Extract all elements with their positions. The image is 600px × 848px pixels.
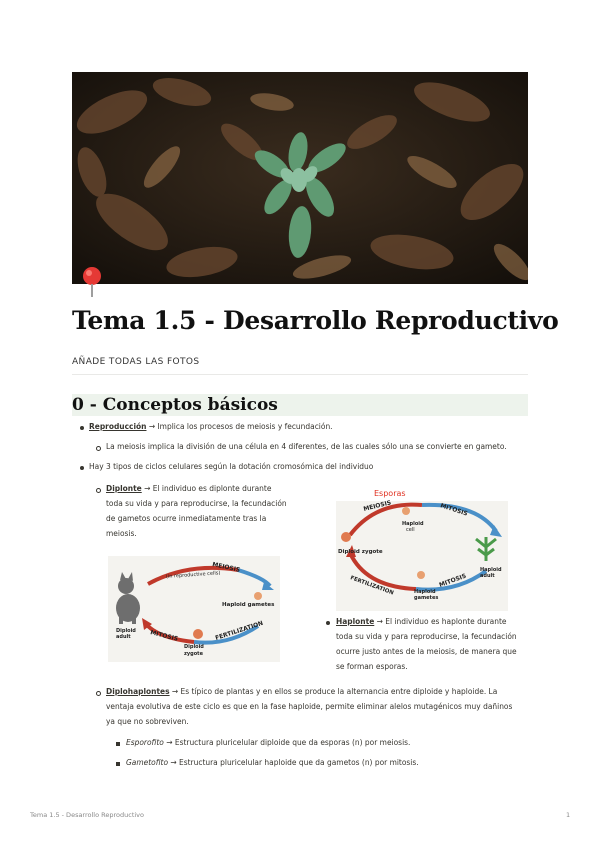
diplonte-line-1 <box>106 481 271 496</box>
esporofito-text: → Estructura pluricelular diploide que da esporas (n) por meiosis. <box>163 737 411 747</box>
diplohaplontes-line-3: ya que no sobreviven. <box>106 716 189 726</box>
divider <box>72 374 528 375</box>
term-reproduccion: Reproducción <box>89 421 147 431</box>
term-esporofito: Esporofito <box>126 737 164 747</box>
bullet-square <box>116 742 120 746</box>
fig-l-diploid-adult-1: Diploid <box>116 628 136 634</box>
diplohaplontes-line-1 <box>106 684 497 699</box>
section-heading: 0 - Conceptos básicos <box>72 395 278 415</box>
list-item-gametofito <box>126 755 419 770</box>
fig-r-mitosis-bottom: MITOSIS <box>438 572 468 589</box>
diplonte-text-1: → El individuo es diplonte durante <box>141 483 272 493</box>
haplont-cycle-diagram <box>336 487 508 611</box>
page-title: Tema 1.5 - Desarrollo Reproductivo <box>72 306 559 335</box>
fig-l-haploid-gametes: Haploid gametes <box>222 602 275 608</box>
bullet-circle <box>96 488 101 493</box>
fig-l-in-repro: (in reproductive cells) <box>165 570 221 580</box>
diplohaplontes-text-1: → Es típico de plantas y en ellos se produce la alternancia entre diploide y haploide. La <box>169 686 498 696</box>
fig-r-haploid-adult-1: Haploid <box>480 567 502 573</box>
footer-title: Tema 1.5 - Desarrollo Reproductivo <box>30 811 145 819</box>
term-diplohaplontes: Diplohaplontes <box>106 686 170 696</box>
fig-l-fertilization: FERTILIZATION <box>214 619 265 642</box>
footer-page-number: 1 <box>566 811 571 819</box>
fig-l-meiosis: MEIOSIS <box>211 561 241 574</box>
diplont-cycle-diagram <box>108 556 280 662</box>
bullet-square <box>116 762 120 766</box>
term-diplonte: Diplonte <box>106 483 142 493</box>
list-item-meiosis: La meiosis implica la división de una célula en 4 diferentes, de las cuales sólo una se convierte en gameto. <box>106 441 507 451</box>
fig-r-haploid-gametes-2: gametes <box>414 595 439 601</box>
haplonte-line-3: ocurre justo antes de la meiosis, de manera que <box>336 646 517 656</box>
bullet-circle <box>96 446 101 451</box>
term-haplonte: Haplonte <box>336 616 375 626</box>
haplonte-text-1: → El individuo es haplonte durante <box>374 616 507 626</box>
diplonte-line-2: toda su vida y para reproducirse, la fecundación <box>106 498 287 508</box>
fig-l-diploid-zygote-1: Diploid <box>184 644 204 650</box>
list-item-reproduccion <box>89 419 333 434</box>
fig-r-haploid-cell-2: cell <box>406 527 415 533</box>
fig-l-mitosis: MITOSIS <box>149 629 179 643</box>
bullet-dot <box>80 426 84 430</box>
fig-l-diploid-adult-2: adult <box>116 634 131 640</box>
list-item-esporofito <box>126 735 410 750</box>
fig-r-diploid-zygote: Diploid zygote <box>338 549 383 555</box>
reproduccion-text: → Implica los procesos de meiosis y fecundación. <box>146 421 333 431</box>
diplohaplontes-line-2: ventaja evolutiva de este ciclo es que en la fase haploide, permite eliminar alelos mutagénicos muy dañinos <box>106 701 513 711</box>
page-note: AÑADE TODAS LAS FOTOS <box>72 357 200 367</box>
bullet-dot <box>326 621 330 625</box>
bullet-dot <box>80 466 84 470</box>
fig-r-haploid-adult-2: adult <box>480 573 495 579</box>
haplonte-line-1 <box>336 614 506 629</box>
gametofito-text: → Estructura pluricelular haploide que da gametos (n) por mitosis. <box>168 757 419 767</box>
fig-r-esporas: Esporas <box>374 489 406 498</box>
diplonte-line-4: meiosis. <box>106 528 137 538</box>
pushpin-icon <box>80 266 104 298</box>
diplonte-line-3: de gametos ocurre inmediatamente tras la <box>106 513 267 523</box>
fig-l-diploid-zygote-2: zygote <box>184 651 203 657</box>
list-item-types: Hay 3 tipos de ciclos celulares según la dotación cromosómica del individuo <box>89 461 374 471</box>
bullet-circle <box>96 691 101 696</box>
fig-r-meiosis: MEIOSIS <box>362 499 392 513</box>
fig-r-fertilization: FERTILIZATION <box>349 575 395 597</box>
fig-r-haploid-gametes-1: Haploid <box>414 589 436 595</box>
haplonte-line-4: se forman esporas. <box>336 661 408 671</box>
fig-r-haploid-cell-1: Haploid <box>402 521 424 527</box>
haplonte-line-2: toda su vida y para reproducirse, la fecundación <box>336 631 517 641</box>
fig-r-mitosis-top: MITOSIS <box>439 502 469 518</box>
cover-image <box>72 72 528 284</box>
term-gametofito: Gametofito <box>126 757 169 767</box>
